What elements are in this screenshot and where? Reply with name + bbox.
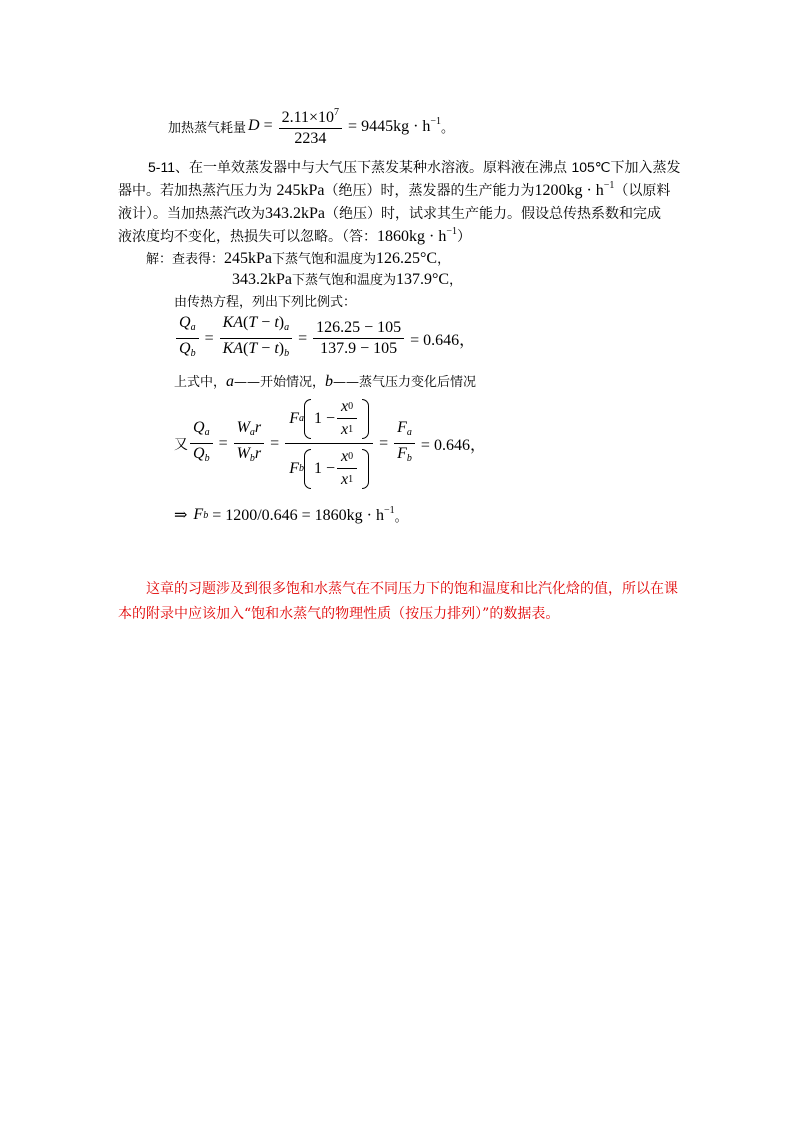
problem-line-1: 5-11、在一单效蒸发器中与大气压下蒸发某种水溶液。原料液在沸点 105℃下加入蒸发 — [148, 159, 681, 176]
solution-line-4: 上式中，a——开始情况，b——蒸气压力变化后情况 — [174, 373, 477, 390]
denominator: 137.9 − 105 — [320, 340, 398, 357]
problem-line-4: 液浓度均不变化，热损失可以忽略。（答：$1860kg \cdot h^{-1}$） — [118, 226, 471, 245]
problem-number: 5-11 — [148, 159, 175, 175]
result: = $9445kg \cdot h^{-1}$ — [348, 116, 442, 135]
solution-line-1: 解：查表得：245kPa下蒸气饱和温度为126.25°C， — [146, 250, 451, 267]
steam-consumption-line: 加热蒸气耗量 D = $\frac{2.11\times 10^7}{2234}$ = $9445kg \cdot h^{-1}$ 。 — [168, 104, 454, 148]
note-line-1: 这章的习题涉及到很多饱和水蒸气在不同压力下的饱和温度和比汽化焓的值，所以在课 — [146, 581, 678, 597]
denominator: 2234 — [294, 130, 327, 147]
numerator: 126.25 − 105 — [313, 319, 404, 339]
flow-result: = 0.646， — [420, 437, 486, 454]
equation-ratio: $\frac{Q_a}{Q_b}$ = $\frac{KA(T - t)_a}{KA(T - t)_b}$ = $\frac{126.25 - 105}{137.9 - 105}$ = 0.646， — [174, 314, 475, 363]
equation-final: ⇒ F b = $1200/0.646 = 1860kg \cdot h^{-1}$ 。 — [174, 505, 408, 524]
label: 加热蒸气耗量 — [168, 120, 247, 136]
numerator: 2.11×10 — [281, 109, 335, 126]
equation-flow: 又 $\frac{Q_a}{Q_b}$ = $\frac{W_ar}{W_br}$ = F a 1 − x 0 x 1 F b 1 − x 0 x 1 = $\frac{F_a}{F_b}$ = 0.646， — [174, 398, 486, 488]
note-line-2: 本的附录中应该加入“饱和水蒸气的物理性质（按压力排列）”的数据表。 — [118, 606, 560, 622]
problem-line-2: 器中。若加热蒸汽压力为 245kPa（绝压）时，蒸发器的生产能力为$1200kg \cdot h^{-1}$（以原料 — [118, 180, 671, 199]
var-d: D — [248, 117, 260, 134]
problem-line-3: 液计）。当加热蒸汽改为343.2kPa（绝压）时，试求其生产能力。假设总传热系数和完成 — [118, 205, 661, 222]
fraction: $\frac{2.11\times 10^7}{2234}$ — [279, 104, 342, 148]
solution-line-3: 由传热方程，列出下列比例式： — [174, 295, 357, 310]
ratio-result: = 0.646， — [410, 332, 476, 349]
solution-line-2: 343.2kPa下蒸气饱和温度为137.9°C， — [232, 271, 463, 288]
